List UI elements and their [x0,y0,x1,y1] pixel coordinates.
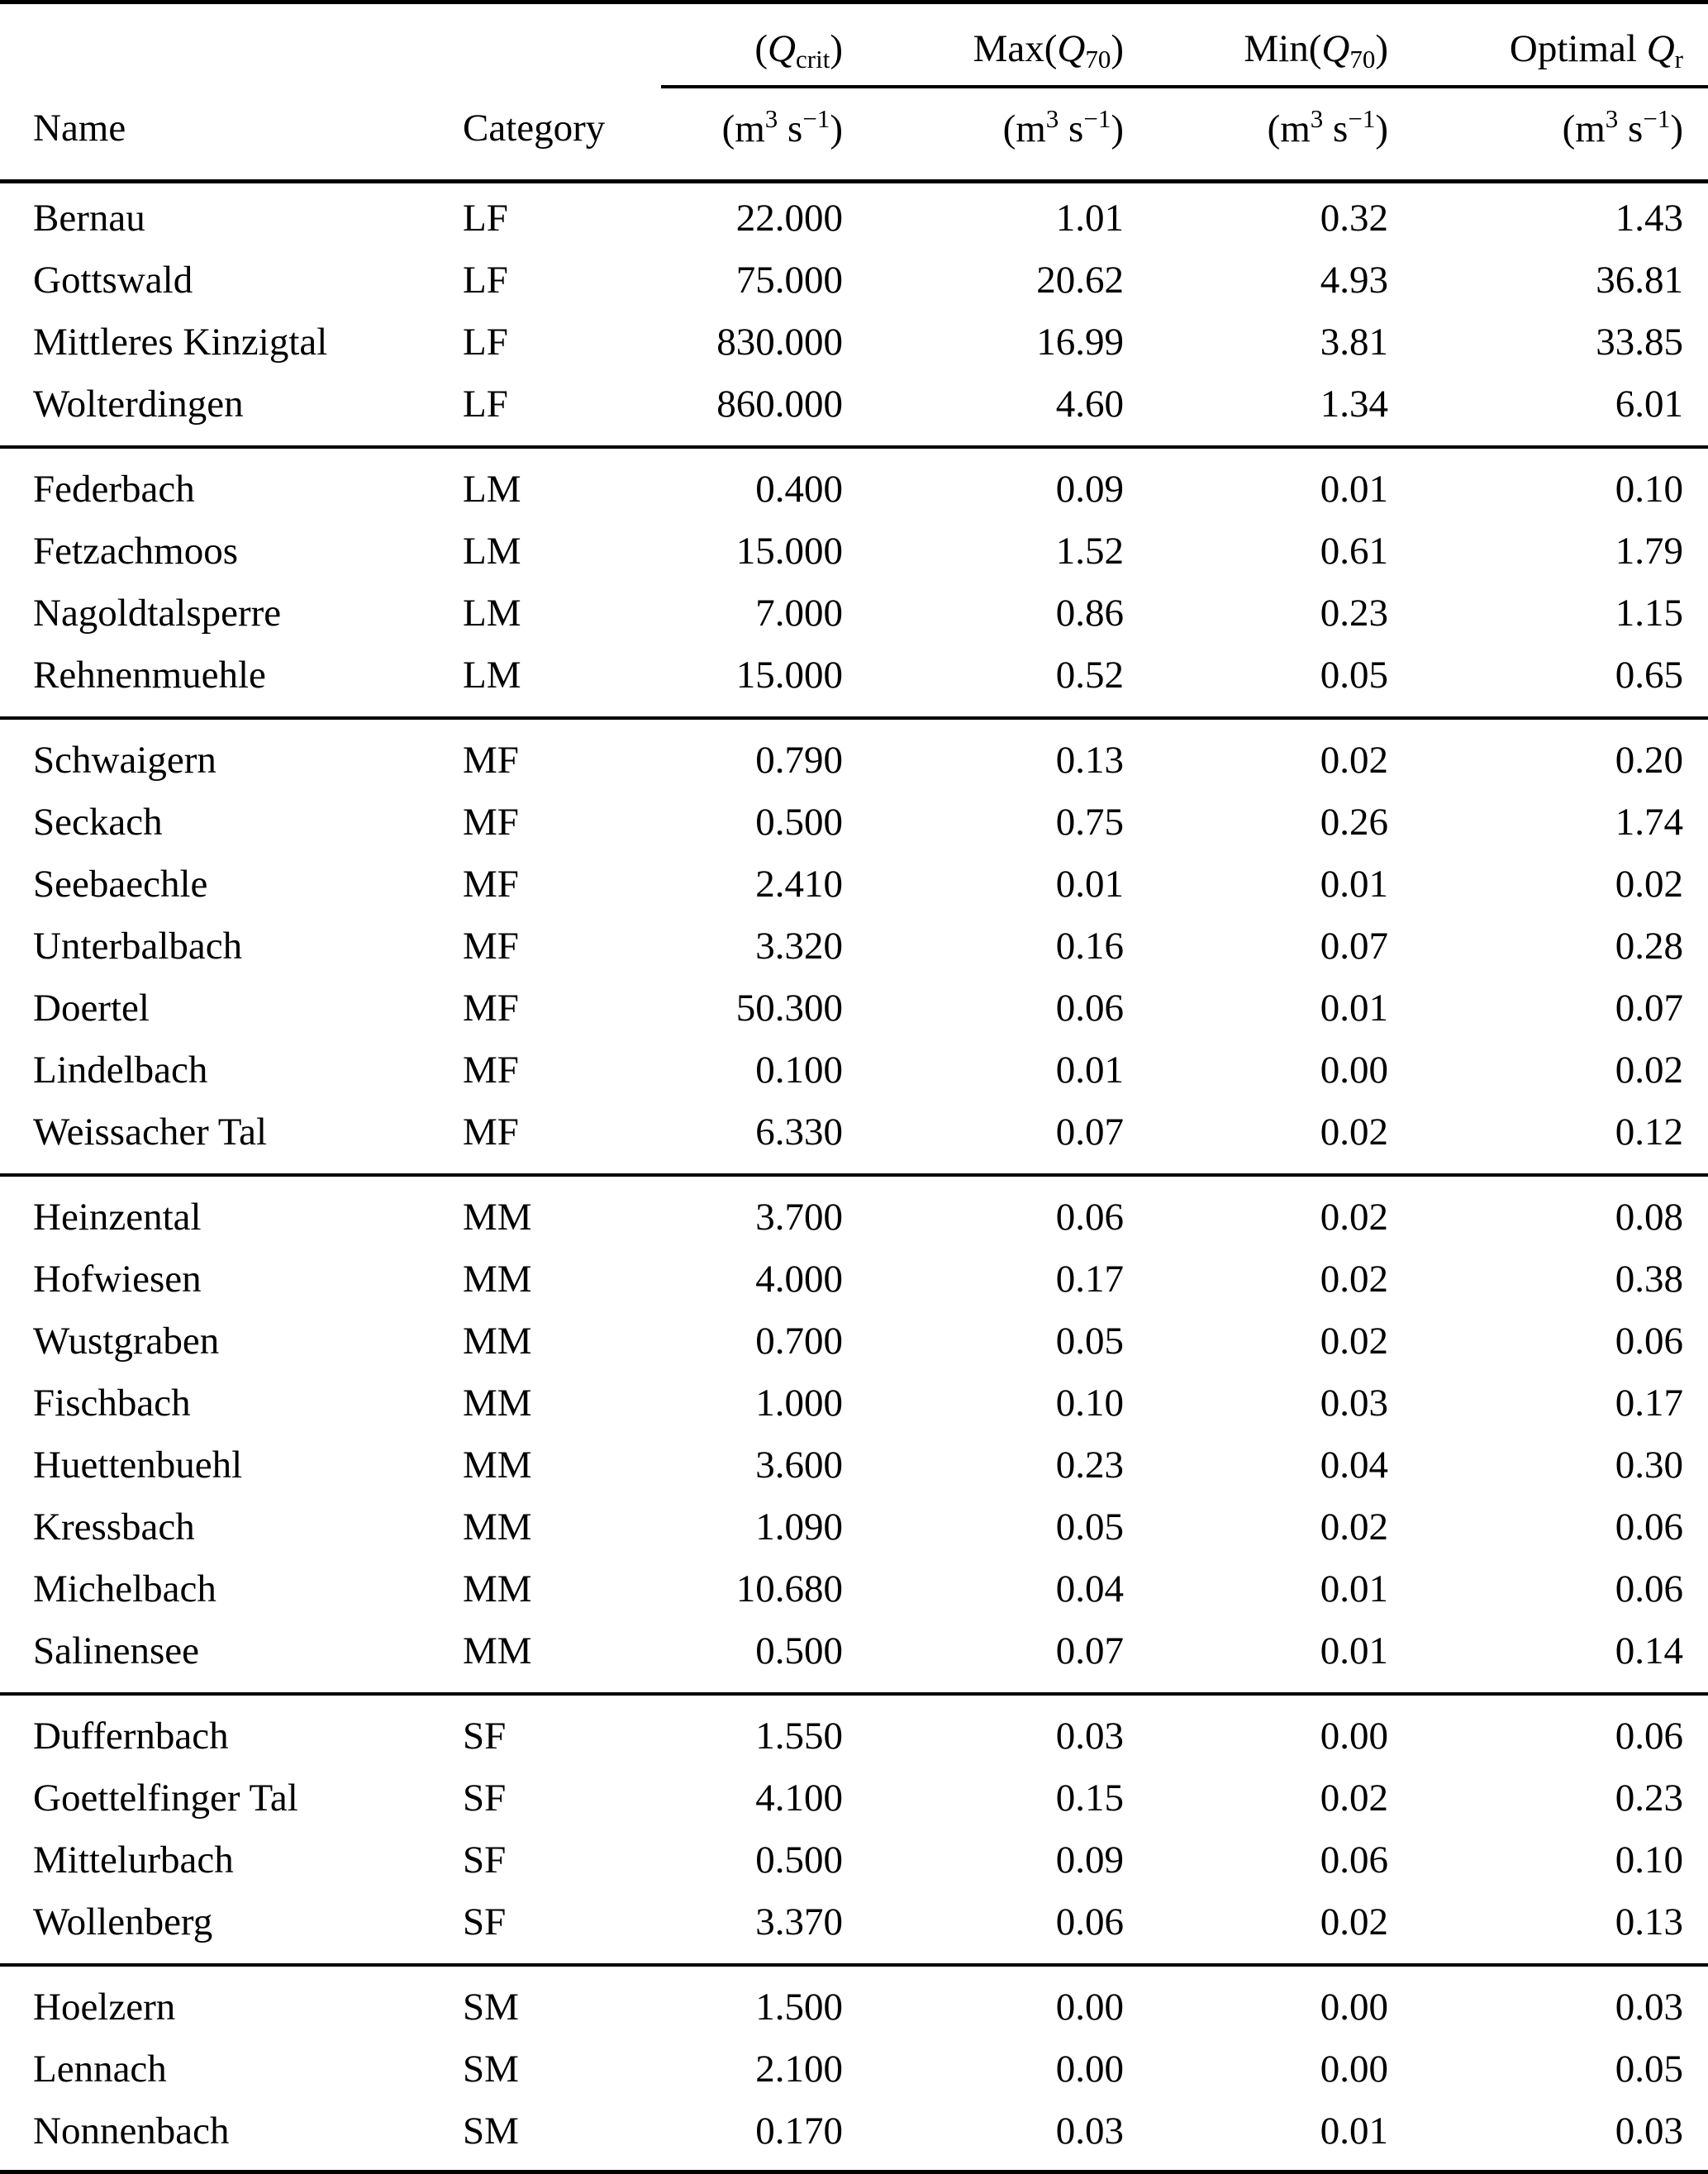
group-MF [0,718,1708,1175]
table-row [0,978,1708,1039]
cell-qcrit: 6.330 [755,1111,843,1154]
cell-qcrit: 1.550 [755,1715,843,1758]
units-header-row [0,87,1708,182]
cell-min-q70: 0.61 [1320,530,1388,573]
table-row [0,854,1708,916]
cell-category: LM [463,530,521,573]
table-row [0,1039,1708,1101]
cell-category: MF [463,801,519,844]
cell-min-q70: 0.26 [1320,801,1388,844]
cell-min-q70: 0.02 [1320,1320,1388,1363]
header-spacer-name [0,2,463,88]
cell-max-q70: 0.16 [1055,925,1124,968]
cell-category: MM [463,1444,532,1487]
cell-max-q70: 0.01 [1055,1049,1124,1092]
cell-name: Seebaechle [33,863,208,906]
cell-category: SF [463,1715,507,1758]
q-symbol: Q [1057,27,1086,70]
cell-min-q70: 0.05 [1320,654,1388,697]
cell-name: Michelbach [33,1567,216,1610]
table-row [0,1175,1708,1249]
cell-category: SF [463,1900,507,1943]
cell-qcrit: 50.300 [735,987,843,1030]
table-row [0,1558,1708,1620]
cell-category: MM [463,1629,532,1672]
table-row [0,2038,1708,2100]
cell-max-q70: 0.03 [1055,2110,1124,2153]
cell-optimal-qr: 0.02 [1615,1049,1683,1092]
cell-name: Lennach [33,2048,167,2091]
cell-qcrit: 0.400 [755,468,843,511]
table-row [0,1620,1708,1694]
cell-name: Hofwiesen [33,1258,202,1301]
cell-max-q70: 0.05 [1055,1506,1124,1548]
cell-name: Unterbalbach [33,925,243,968]
q-symbol: Q [768,27,796,70]
cell-min-q70: 0.00 [1320,1715,1388,1758]
cell-min-q70: 0.02 [1320,1196,1388,1239]
cell-min-q70: 0.01 [1320,2110,1388,2153]
cell-max-q70: 0.15 [1055,1777,1124,1820]
cell-max-q70: 0.00 [1055,2048,1124,2091]
col-header-max-q70: $Max(Q_{70})$ [868,2,1149,88]
cell-min-q70: 0.02 [1320,1111,1388,1154]
cell-category: MF [463,987,519,1030]
col-header-category: Category [463,87,661,182]
cell-max-q70: 0.07 [1055,1111,1124,1154]
cell-name: Mittelurbach [33,1839,234,1881]
cell-category: MM [463,1258,532,1301]
cell-qcrit: 3.600 [755,1444,843,1487]
cell-max-q70: 0.05 [1055,1320,1124,1363]
cell-name: Lindelbach [33,1049,208,1092]
group-LF [0,182,1708,448]
cell-qcrit: 22.000 [735,197,843,240]
table-row [0,792,1708,854]
cell-optimal-qr: 0.10 [1615,1839,1683,1881]
table-row [0,1694,1708,1767]
cell-max-q70: 0.13 [1055,739,1124,782]
cell-min-q70: 3.81 [1320,321,1388,364]
group-SF [0,1694,1708,1965]
cell-max-q70: 0.17 [1055,1258,1124,1301]
cell-min-q70: 0.23 [1320,592,1388,635]
cell-category: LF [463,259,508,302]
cell-optimal-qr: 0.12 [1615,1111,1683,1154]
cell-name: Mittleres Kinzigtal [33,321,328,364]
cell-optimal-qr: 0.03 [1615,2110,1683,2153]
cell-name: Rehnenmuehle [33,654,266,697]
group-LM [0,447,1708,718]
cell-min-q70: 0.01 [1320,1567,1388,1610]
table-row [0,182,1708,250]
cell-name: Nonnenbach [33,2110,230,2153]
cell-max-q70: 0.07 [1055,1629,1124,1672]
table-row [0,2100,1708,2172]
group-MM [0,1175,1708,1694]
cell-optimal-qr: 33.85 [1596,321,1683,364]
cell-qcrit: 0.500 [755,1839,843,1881]
cell-category: LM [463,468,521,511]
cell-max-q70: 0.09 [1055,468,1124,511]
cell-max-q70: 0.86 [1055,592,1124,635]
cell-optimal-qr: 0.10 [1615,468,1683,511]
cell-max-q70: 4.60 [1055,383,1124,426]
cell-name: Bernau [33,197,145,240]
cell-optimal-qr: 0.28 [1615,925,1683,968]
cell-name: Nagoldtalsperre [33,592,282,635]
cell-min-q70: 0.32 [1320,197,1388,240]
unit-label-min-q70: ($m^3$ $s^{-1}$) [1149,87,1413,182]
cell-optimal-qr: 0.06 [1615,1715,1683,1758]
cell-min-q70: 0.01 [1320,1629,1388,1672]
cell-max-q70: 0.06 [1055,987,1124,1030]
cell-category: MF [463,1049,519,1092]
cell-optimal-qr: 0.23 [1615,1777,1683,1820]
cell-qcrit: 3.370 [755,1900,843,1943]
table-row [0,1311,1708,1372]
cell-category: MM [463,1382,532,1425]
cell-name: Wollenberg [33,1900,213,1943]
cell-name: Goettelfinger Tal [33,1777,298,1820]
cell-category: MM [463,1506,532,1548]
cell-qcrit: 0.700 [755,1320,843,1363]
table-header [0,2,1708,182]
cell-qcrit: 7.000 [755,592,843,635]
table-row [0,1891,1708,1965]
cell-optimal-qr: 1.74 [1615,801,1683,844]
cell-max-q70: 1.52 [1055,530,1124,573]
cell-name: Seckach [33,801,163,844]
cell-optimal-qr: 0.06 [1615,1320,1683,1363]
cell-name: Hoelzern [33,1986,176,2029]
table-row [0,1767,1708,1829]
cell-name: Wolterdingen [33,383,244,426]
cell-category: SF [463,1777,507,1820]
table-row [0,916,1708,978]
cell-category: MF [463,1111,519,1154]
cell-qcrit: 1.500 [755,1986,843,2029]
group-SM [0,1965,1708,2172]
cell-min-q70: 0.00 [1320,2048,1388,2091]
cell-max-q70: 20.62 [1036,259,1124,302]
header-spacer-category [463,2,661,88]
cell-min-q70: 0.00 [1320,1049,1388,1092]
table-row [0,1372,1708,1434]
q-symbol: Q [1321,27,1350,70]
cell-optimal-qr: 0.65 [1615,654,1683,697]
cell-qcrit: 2.410 [755,863,843,906]
cell-qcrit: 1.090 [755,1506,843,1548]
col-header-qcrit: $(Q_{crit})$ [661,2,868,88]
unit-label-max-q70: ($m^3$ $s^{-1}$) [868,87,1149,182]
cell-optimal-qr: 0.03 [1615,1986,1683,2029]
cell-category: SF [463,1839,507,1881]
cell-name: Weissacher Tal [33,1111,268,1154]
cell-qcrit: 0.500 [755,1629,843,1672]
cell-optimal-qr: 1.79 [1615,530,1683,573]
cell-min-q70: 0.00 [1320,1986,1388,2029]
cell-category: SM [463,1986,519,2029]
table-row [0,250,1708,312]
cell-max-q70: 0.06 [1055,1196,1124,1239]
cell-qcrit: 1.000 [755,1382,843,1425]
col-header-optimal-qr: Optimal $Q_r$ [1413,2,1708,88]
cell-optimal-qr: 0.05 [1615,2048,1683,2091]
cell-name: Doertel [33,987,150,1030]
cell-min-q70: 0.02 [1320,1900,1388,1943]
cell-category: SM [463,2110,519,2153]
cell-category: LF [463,383,508,426]
table-row [0,312,1708,373]
cell-max-q70: 0.03 [1055,1715,1124,1758]
cell-min-q70: 0.01 [1320,468,1388,511]
cell-min-q70: 0.07 [1320,925,1388,968]
cell-qcrit: 3.700 [755,1196,843,1239]
q-symbol: Q [1646,27,1675,70]
cell-min-q70: 0.02 [1320,1777,1388,1820]
cell-min-q70: 0.03 [1320,1382,1388,1425]
cell-max-q70: 0.09 [1055,1839,1124,1881]
cell-optimal-qr: 0.38 [1615,1258,1683,1301]
cell-name: Salinensee [33,1629,199,1672]
cell-qcrit: 4.000 [755,1258,843,1301]
cell-qcrit: 15.000 [735,530,843,573]
cell-max-q70: 0.04 [1055,1567,1124,1610]
cell-qcrit: 3.320 [755,925,843,968]
cell-max-q70: 0.52 [1055,654,1124,697]
cell-qcrit: 2.100 [755,2048,843,2091]
cell-qcrit: 15.000 [735,654,843,697]
table-row [0,718,1708,792]
cell-category: MM [463,1567,532,1610]
cell-max-q70: 0.01 [1055,863,1124,906]
cell-optimal-qr: 1.43 [1615,197,1683,240]
cell-min-q70: 1.34 [1320,383,1388,426]
table-row [0,521,1708,583]
cell-optimal-qr: 36.81 [1596,259,1683,302]
unit-label-optimal-qr: ($m^3$ $s^{-1}$) [1413,87,1708,182]
cell-name: Kressbach [33,1506,195,1548]
cell-max-q70: 0.00 [1055,1986,1124,2029]
col-header-name: Name [0,87,463,182]
table-row [0,1434,1708,1496]
cell-optimal-qr: 0.14 [1615,1629,1683,1672]
cell-optimal-qr: 0.06 [1615,1506,1683,1548]
quantity-header-row [0,2,1708,88]
cell-category: SM [463,2048,519,2091]
cell-qcrit: 0.790 [755,739,843,782]
cell-qcrit: 4.100 [755,1777,843,1820]
table-row [0,1101,1708,1175]
table-row [0,1829,1708,1891]
cell-qcrit: 0.100 [755,1049,843,1092]
cell-category: LF [463,197,508,240]
cell-category: MM [463,1196,532,1239]
table-row [0,447,1708,521]
cell-name: Federbach [33,468,195,511]
cell-min-q70: 0.06 [1320,1839,1388,1881]
cell-max-q70: 0.06 [1055,1900,1124,1943]
cell-optimal-qr: 0.07 [1615,987,1683,1030]
cell-category: MM [463,1320,532,1363]
cell-min-q70: 0.01 [1320,863,1388,906]
table-row [0,1496,1708,1558]
cell-name: Wustgraben [33,1320,220,1363]
cell-category: MF [463,925,519,968]
cell-max-q70: 1.01 [1055,197,1124,240]
cell-optimal-qr: 0.06 [1615,1567,1683,1610]
cell-optimal-qr: 0.08 [1615,1196,1683,1239]
cell-qcrit: 75.000 [735,259,843,302]
cell-max-q70: 0.75 [1055,801,1124,844]
cell-name: Fetzachmoos [33,530,238,573]
cell-name: Gottswald [33,259,193,302]
cell-optimal-qr: 6.01 [1615,383,1683,426]
cell-min-q70: 0.04 [1320,1444,1388,1487]
cell-qcrit: 0.500 [755,801,843,844]
cell-qcrit: 10.680 [735,1567,843,1610]
cell-optimal-qr: 1.15 [1615,592,1683,635]
cell-optimal-qr: 0.20 [1615,739,1683,782]
cell-qcrit: 860.000 [716,383,843,426]
unit-label-qcrit: ($m^3$ $s^{-1}$) [661,87,868,182]
cell-optimal-qr: 0.17 [1615,1382,1683,1425]
cell-optimal-qr: 0.30 [1615,1444,1683,1487]
cell-category: LM [463,592,521,635]
cell-category: LF [463,321,508,364]
cell-min-q70: 4.93 [1320,259,1388,302]
table-row [0,583,1708,645]
cell-qcrit: 830.000 [716,321,843,364]
cell-max-q70: 16.99 [1036,321,1124,364]
table-row [0,1965,1708,2038]
cell-min-q70: 0.02 [1320,1506,1388,1548]
cell-min-q70: 0.02 [1320,1258,1388,1301]
cell-min-q70: 0.01 [1320,987,1388,1030]
cell-qcrit: 0.170 [755,2110,843,2153]
col-header-min-q70: $Min(Q_{70})$ [1149,2,1413,88]
cell-name: Heinzental [33,1196,202,1239]
table-row [0,1249,1708,1311]
cell-optimal-qr: 0.13 [1615,1900,1683,1943]
cell-min-q70: 0.02 [1320,739,1388,782]
cell-max-q70: 0.23 [1055,1444,1124,1487]
cell-category: MF [463,739,519,782]
cell-name: Fischbach [33,1382,191,1425]
cell-category: LM [463,654,521,697]
table-row [0,373,1708,447]
cell-name: Huettenbuehl [33,1444,243,1487]
cell-optimal-qr: 0.02 [1615,863,1683,906]
cell-max-q70: 0.10 [1055,1382,1124,1425]
cell-name: Duffernbach [33,1715,229,1758]
cell-category: MF [463,863,519,906]
cell-name: Schwaigern [33,739,216,782]
table-row [0,645,1708,718]
